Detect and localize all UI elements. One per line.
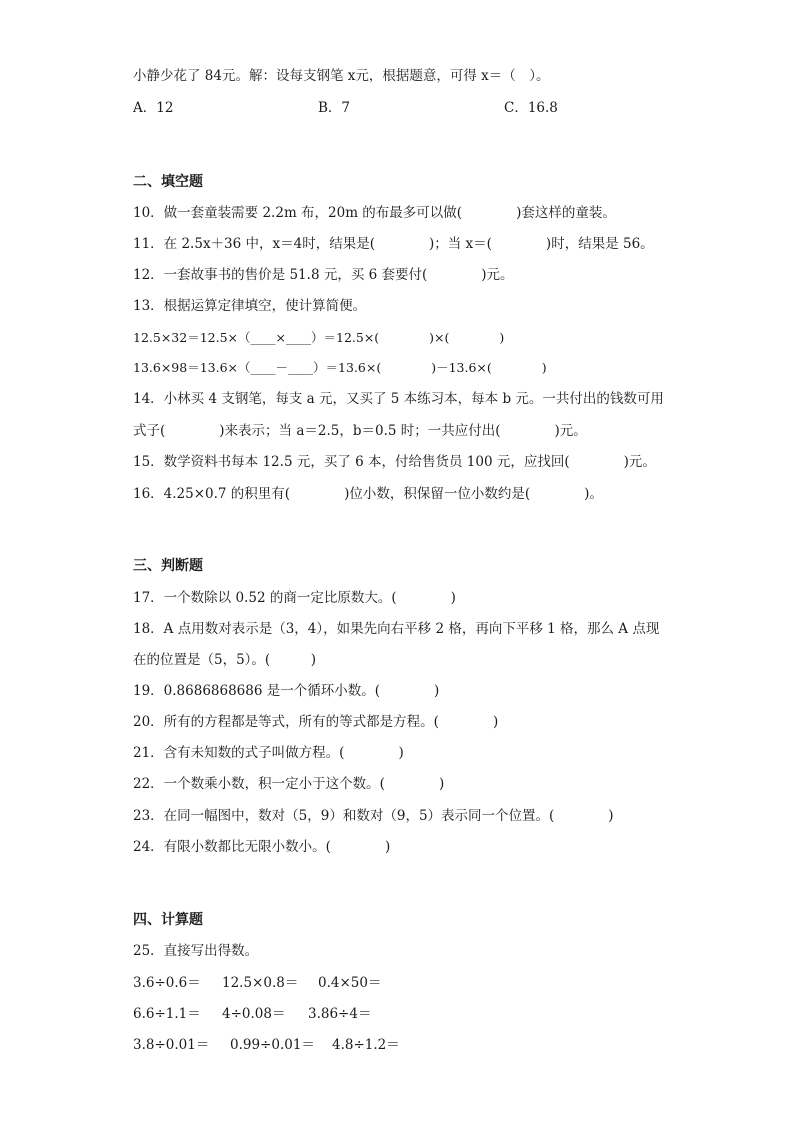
calc-item: 4÷0.08＝ [222,1006,286,1022]
question-13: 13．根据运算定律填空，使计算简便。 [133,298,367,314]
question-14-line-2: 式子( )来表示；当 a＝2.5，b＝0.5 时；一共应付出( )元。 [133,423,587,439]
calc-item: 3.8÷0.01＝ [133,1037,210,1053]
question-21: 21．含有未知数的式子叫做方程。( ) [133,745,404,761]
question-12: 12．一套故事书的售价是 51.8 元，买 6 套要付( )元。 [133,267,514,283]
question-13-expr-1: 12.5×32＝12.5×（____×____）＝12.5×( )×( ) [133,330,505,345]
option-b: B．7 [318,100,351,116]
calc-item: 3.6÷0.6＝ [133,975,201,991]
section-title-calc: 四、计算题 [133,912,203,928]
question-16: 16．4.25×0.7 的积里有( )位小数，积保留一位小数约是( )。 [133,486,603,502]
question-18-line-1: 18．A 点用数对表示是（3，4），如果先向右平移 2 格，再向下平移 1 格，那么 A 点现 [133,621,660,637]
question-23: 23．在同一幅图中，数对（5，9）和数对（9，5）表示同一个位置。( ) [133,808,614,824]
calc-item: 4.8÷1.2＝ [332,1037,400,1053]
question-22: 22．一个数乘小数，积一定小于这个数。( ) [133,776,445,792]
question-17: 17．一个数除以 0.52 的商一定比原数大。( ) [133,590,456,606]
question-11: 11．在 2.5x＋36 中，x＝4时，结果是( )；当 x＝( )时，结果是 56。 [133,236,654,252]
option-a: A．12 [133,100,174,116]
calc-item: 0.4×50＝ [318,975,382,991]
section-title-judge: 三、判断题 [133,558,203,574]
question-18-line-2: 在的位置是（5，5）。( ) [133,652,316,668]
question-19: 19．0.8686868686 是一个循环小数。( ) [133,683,440,699]
question-24: 24．有限小数都比无限小数小。( ) [133,839,391,855]
question-25: 25．直接写出得数。 [133,943,259,959]
calc-item: 12.5×0.8＝ [222,975,299,991]
question-20: 20．所有的方程都是等式，所有的等式都是方程。( ) [133,714,499,730]
question-10: 10．做一套童装需要 2.2m 布，20m 的布最多可以做( )套这样的童装。 [133,205,616,221]
section-title-fill: 二、填空题 [133,174,203,190]
question-13-expr-2: 13.6×98＝13.6×（____－____）＝13.6×( )－13.6×( ) [133,360,547,375]
calc-item: 3.86÷4＝ [308,1006,372,1022]
calc-item: 0.99÷0.01＝ [230,1037,315,1053]
option-c: C．16.8 [504,100,558,116]
question-15: 15．数学资料书每本 12.5 元，买了 6 本，付给售货员 100 元，应找回( )元。 [133,454,656,470]
question-9-text: 小静少花了 84元。解：设每支钢笔 x元，根据题意，可得 x＝（ ）。 [133,68,550,84]
calc-item: 6.6÷1.1＝ [133,1006,201,1022]
question-14-line-1: 14．小林买 4 支钢笔，每支 a 元，又买了 5 本练习本，每本 b 元。一共付出的钱数可用 [133,391,664,407]
